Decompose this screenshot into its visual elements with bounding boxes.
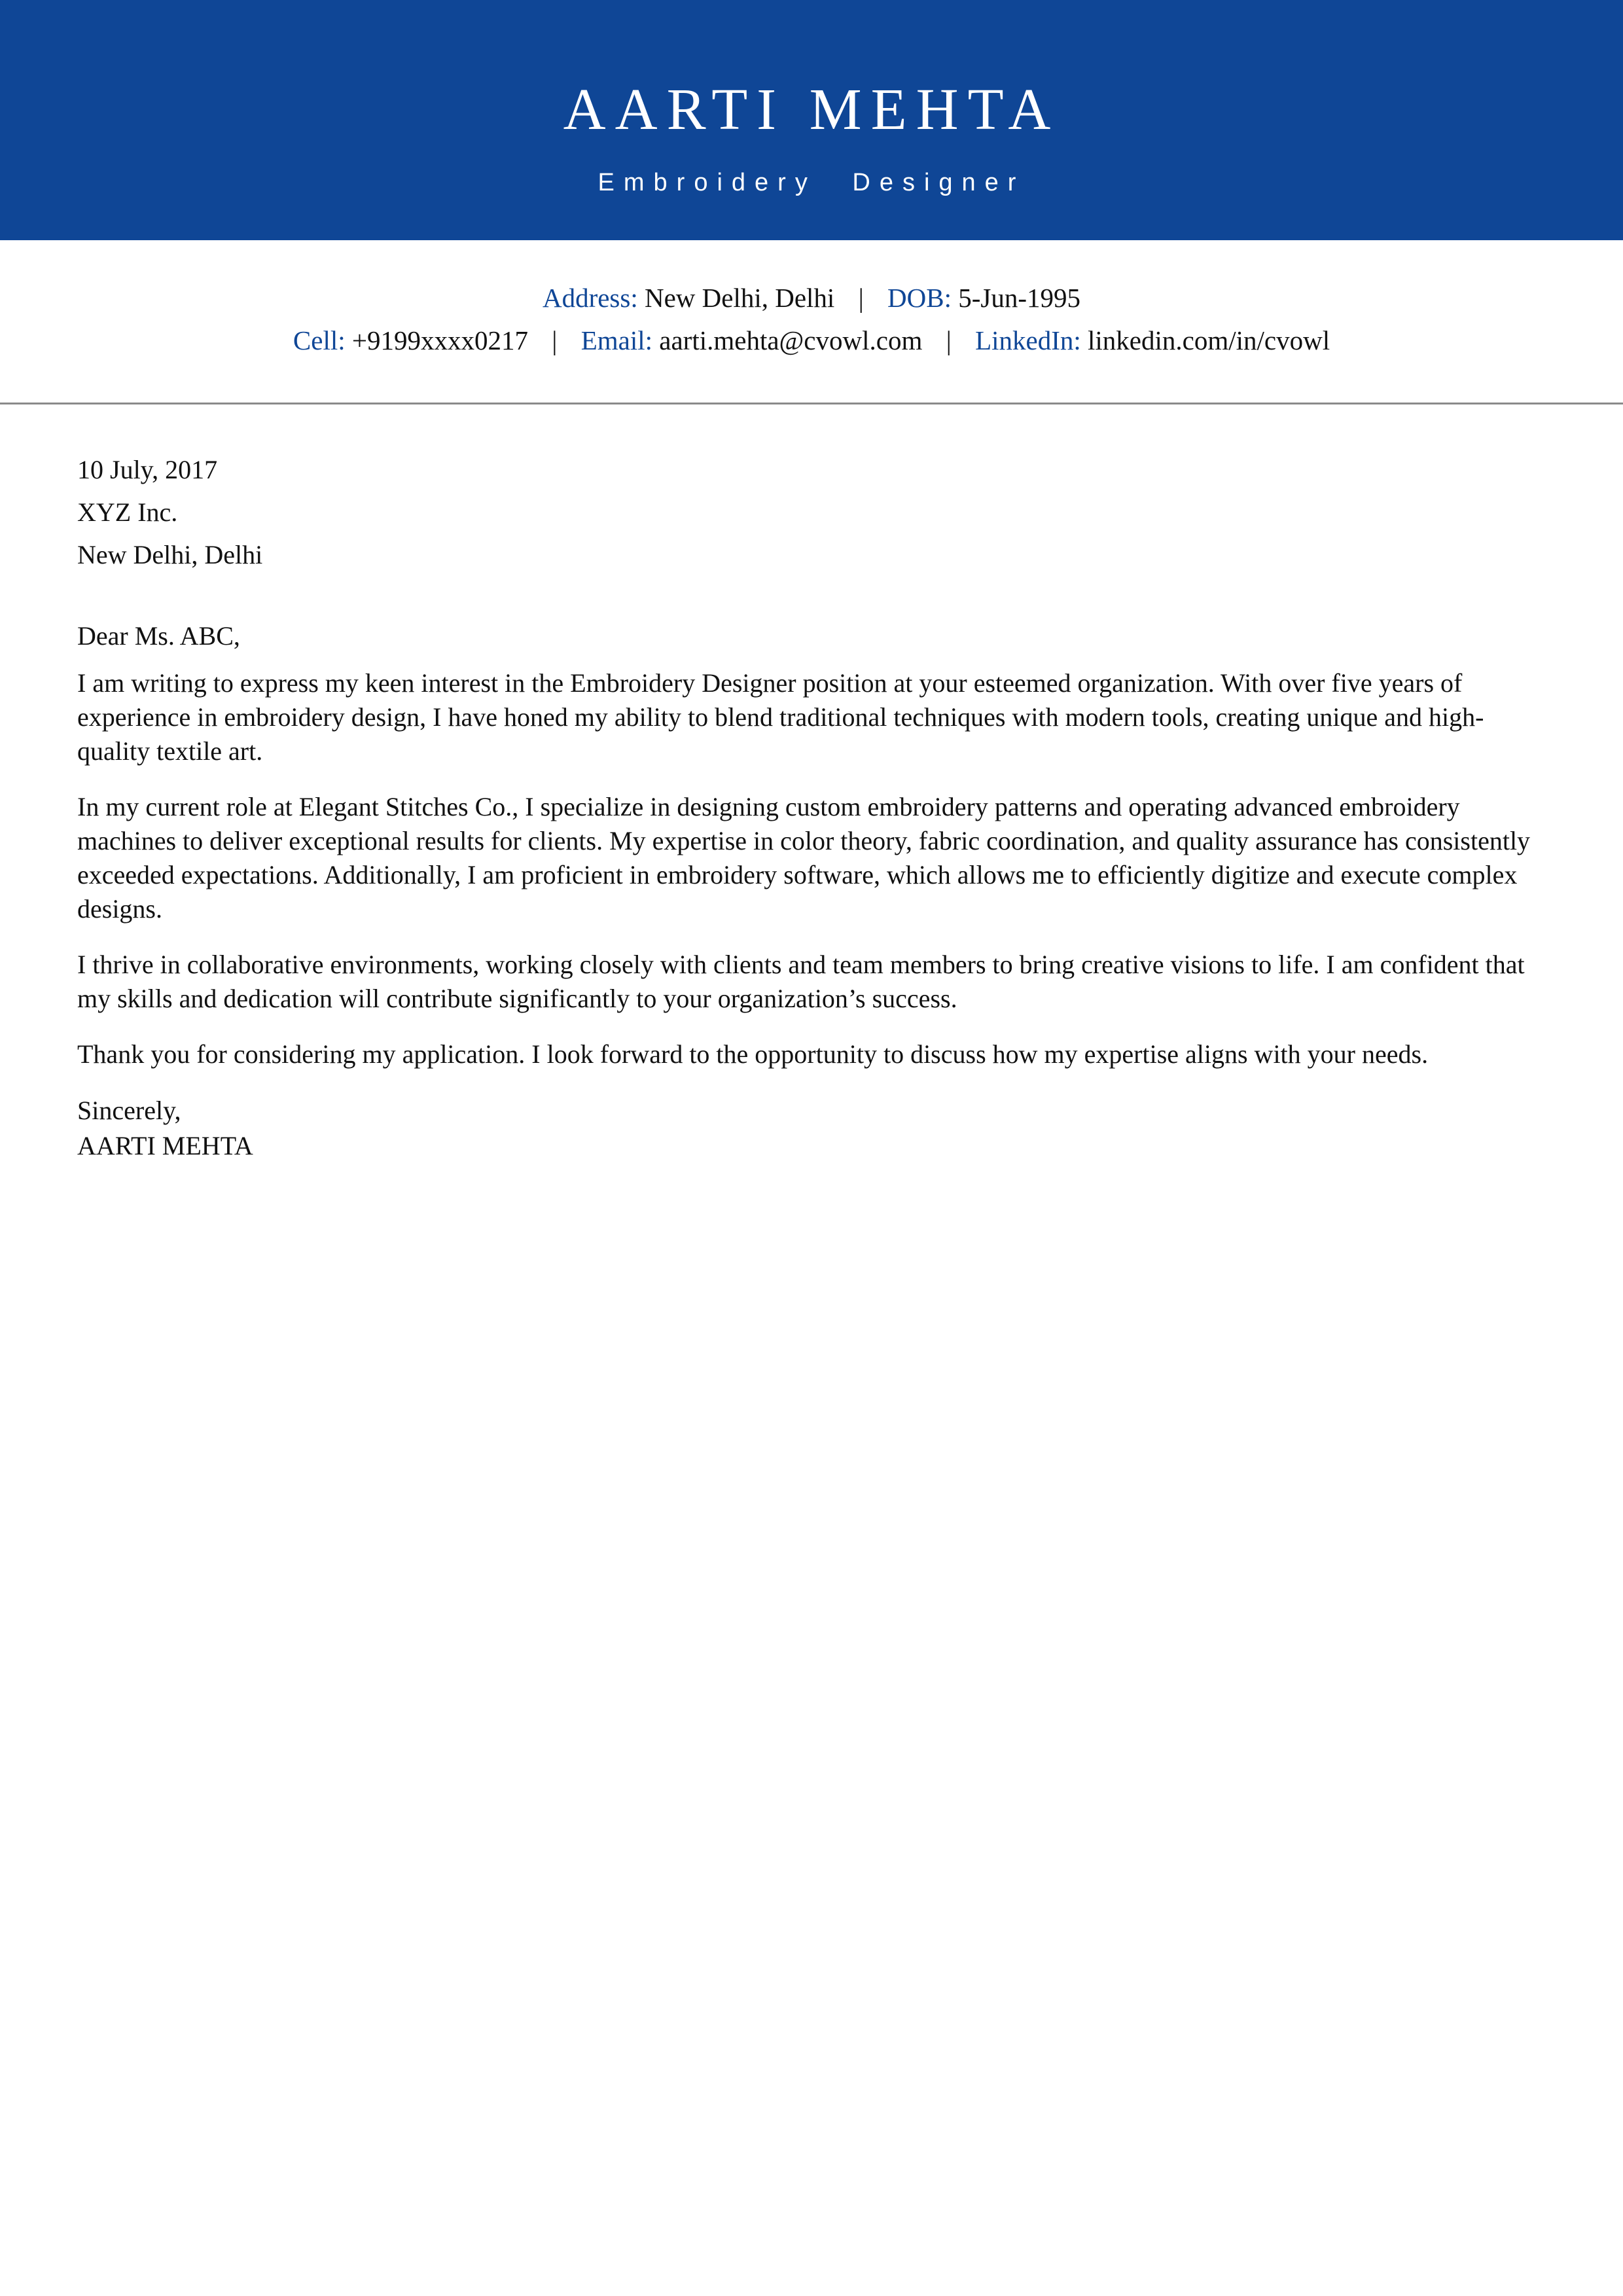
- body-paragraph: I thrive in collaborative environments, working closely with clients and team members to bring creative visions to life. I am confident that my skills and dedication will contribute significantly to your organization’s success.: [77, 950, 1525, 1013]
- body-paragraph: In my current role at Elegant Stitches Co., I specialize in designing custom embroidery patterns and operating advanced embroidery machines to deliver exceptional results for clients. My expertise in color theory, fabric coordination, and quality assurance has consistently exceeded expectations. Additionally, I am proficient in embroidery software, which allows me to efficiently digitize and execute complex designs.: [77, 792, 1531, 924]
- body-paragraph: I am writing to express my keen interest in the Embroidery Designer position at your esteemed organization. With over five years of experience in embroidery design, I have honed my ability to blend traditional techniques with modern tools, creating unique and high-quality textile art.: [77, 668, 1484, 766]
- recipient-block: [77, 448, 1546, 576]
- separator: |: [946, 325, 952, 355]
- contact-line-2: [0, 321, 1623, 360]
- separator: |: [858, 283, 864, 313]
- cell-value: +9199xxxx0217: [351, 325, 528, 355]
- email-link[interactable]: aarti.mehta@cvowl.com: [659, 325, 923, 355]
- linkedin-link[interactable]: linkedin.com/in/cvowl: [1088, 325, 1330, 355]
- letter-body: [77, 448, 1546, 1164]
- dob-label: DOB:: [887, 283, 952, 313]
- linkedin-label: LinkedIn:: [975, 325, 1081, 355]
- body-paragraph: Thank you for considering my application. I look forward to the opportunity to discuss how my expertise aligns with your needs.: [77, 1039, 1429, 1069]
- salutation: Dear Ms. ABC,: [77, 621, 240, 651]
- separator: |: [552, 325, 558, 355]
- job-title: Embroidery Designer: [597, 169, 1026, 196]
- email-label: Email:: [580, 325, 653, 355]
- contact-line-1: [0, 278, 1623, 317]
- dob-value: 5-Jun-1995: [958, 283, 1081, 313]
- closing: Sincerely,: [77, 1096, 181, 1125]
- address-value: New Delhi, Delhi: [644, 283, 835, 313]
- address-label: Address:: [542, 283, 638, 313]
- letter-date: 10 July, 2017: [77, 455, 218, 484]
- candidate-name: AARTI MEHTA: [563, 77, 1060, 142]
- signature: AARTI MEHTA: [77, 1131, 253, 1160]
- cell-label: Cell:: [293, 325, 346, 355]
- recipient-company: XYZ Inc.: [77, 497, 178, 527]
- recipient-location: New Delhi, Delhi: [77, 540, 263, 569]
- header-divider: [0, 403, 1623, 404]
